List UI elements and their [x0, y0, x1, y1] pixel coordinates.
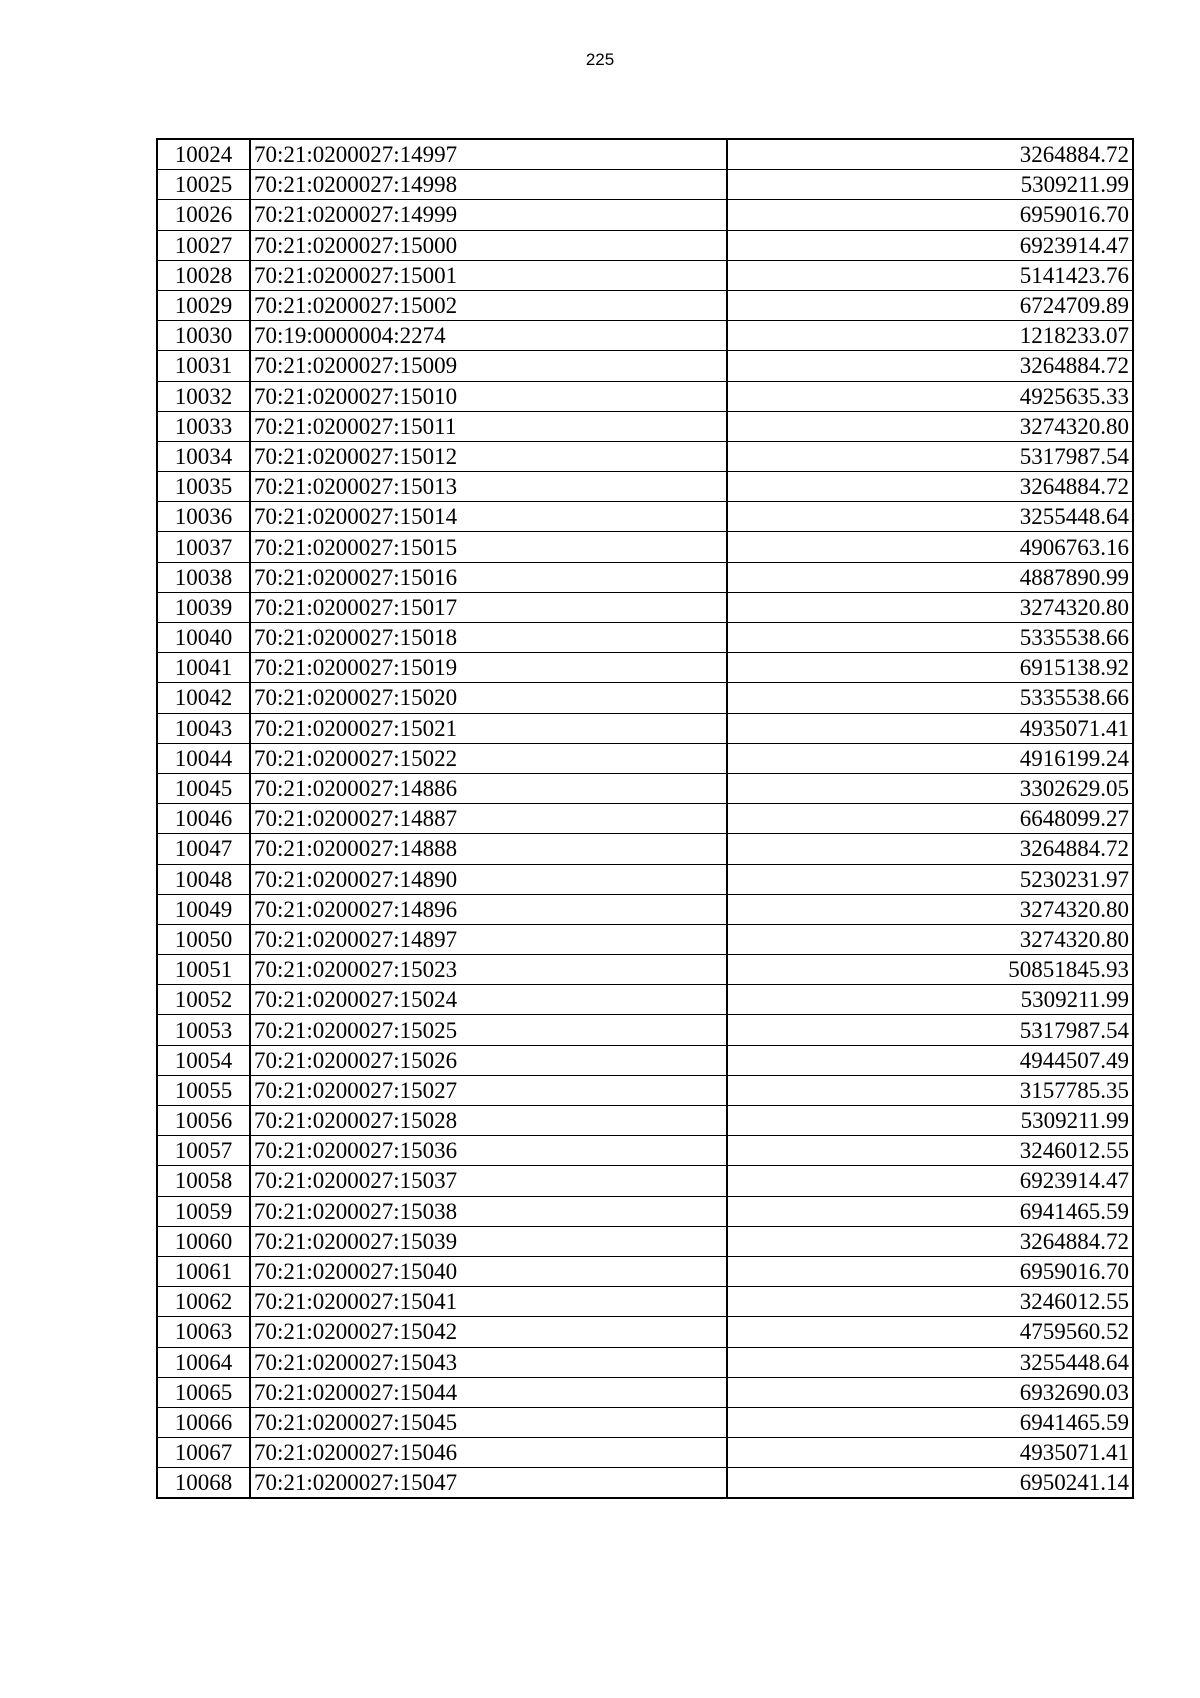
- row-number-cell: 10042: [157, 683, 250, 713]
- table-row: [157, 985, 1133, 1015]
- cadastral-number-cell: 70:21:0200027:15026: [250, 1045, 727, 1075]
- row-number-cell: 10043: [157, 713, 250, 743]
- cadastral-number-cell: 70:21:0200027:15001: [250, 260, 727, 290]
- row-number-cell: 10053: [157, 1015, 250, 1045]
- cadastral-value-table: [156, 138, 1134, 1499]
- value-cell: 3274320.80: [727, 592, 1133, 622]
- row-number-cell: 10066: [157, 1407, 250, 1437]
- cadastral-number-cell: 70:21:0200027:15021: [250, 713, 727, 743]
- table-row: [157, 472, 1133, 502]
- row-number-cell: 10038: [157, 562, 250, 592]
- value-cell: 3274320.80: [727, 924, 1133, 954]
- cadastral-number-cell: 70:21:0200027:15025: [250, 1015, 727, 1045]
- row-number-cell: 10035: [157, 472, 250, 502]
- row-number-cell: 10028: [157, 260, 250, 290]
- cadastral-number-cell: 70:21:0200027:15037: [250, 1166, 727, 1196]
- value-cell: 4935071.41: [727, 1438, 1133, 1468]
- value-cell: 3157785.35: [727, 1075, 1133, 1105]
- table-row: [157, 381, 1133, 411]
- cadastral-number-cell: 70:21:0200027:15020: [250, 683, 727, 713]
- table-row: [157, 653, 1133, 683]
- value-cell: 50851845.93: [727, 955, 1133, 985]
- table-row: [157, 1438, 1133, 1468]
- table-row: [157, 1196, 1133, 1226]
- cadastral-number-cell: 70:21:0200027:14998: [250, 170, 727, 200]
- value-cell: 6915138.92: [727, 653, 1133, 683]
- cadastral-number-cell: 70:21:0200027:14890: [250, 864, 727, 894]
- table-row: [157, 1317, 1133, 1347]
- cadastral-number-cell: 70:21:0200027:14999: [250, 200, 727, 230]
- table-row: [157, 1407, 1133, 1437]
- page-number: 225: [585, 50, 615, 69]
- table-row: [157, 200, 1133, 230]
- value-cell: 5230231.97: [727, 864, 1133, 894]
- value-cell: 6923914.47: [727, 230, 1133, 260]
- table-body: [157, 139, 1133, 1498]
- value-cell: 3302629.05: [727, 773, 1133, 803]
- cadastral-number-cell: 70:19:0000004:2274: [250, 321, 727, 351]
- row-number-cell: 10047: [157, 834, 250, 864]
- cadastral-number-cell: 70:21:0200027:15027: [250, 1075, 727, 1105]
- cadastral-number-cell: 70:21:0200027:15043: [250, 1347, 727, 1377]
- table-row: [157, 864, 1133, 894]
- cadastral-number-cell: 70:21:0200027:15019: [250, 653, 727, 683]
- cadastral-number-cell: 70:21:0200027:15013: [250, 472, 727, 502]
- value-cell: 6648099.27: [727, 804, 1133, 834]
- table-row: [157, 1166, 1133, 1196]
- value-cell: 5309211.99: [727, 170, 1133, 200]
- cadastral-number-cell: 70:21:0200027:15044: [250, 1377, 727, 1407]
- table-row: [157, 1347, 1133, 1377]
- row-number-cell: 10061: [157, 1256, 250, 1286]
- cadastral-number-cell: 70:21:0200027:15000: [250, 230, 727, 260]
- table-row: [157, 1226, 1133, 1256]
- value-cell: 3246012.55: [727, 1287, 1133, 1317]
- value-cell: 5335538.66: [727, 623, 1133, 653]
- value-cell: 6950241.14: [727, 1468, 1133, 1499]
- row-number-cell: 10041: [157, 653, 250, 683]
- value-cell: 6923914.47: [727, 1166, 1133, 1196]
- value-cell: 1218233.07: [727, 321, 1133, 351]
- value-cell: 5317987.54: [727, 1015, 1133, 1045]
- cadastral-number-cell: 70:21:0200027:15018: [250, 623, 727, 653]
- row-number-cell: 10065: [157, 1377, 250, 1407]
- table-row: [157, 260, 1133, 290]
- row-number-cell: 10025: [157, 170, 250, 200]
- cadastral-number-cell: 70:21:0200027:15047: [250, 1468, 727, 1499]
- row-number-cell: 10054: [157, 1045, 250, 1075]
- cadastral-number-cell: 70:21:0200027:15028: [250, 1106, 727, 1136]
- row-number-cell: 10048: [157, 864, 250, 894]
- value-cell: 6959016.70: [727, 1256, 1133, 1286]
- value-cell: 3264884.72: [727, 139, 1133, 170]
- cadastral-number-cell: 70:21:0200027:15002: [250, 290, 727, 320]
- cadastral-number-cell: 70:21:0200027:15009: [250, 351, 727, 381]
- value-cell: 4925635.33: [727, 381, 1133, 411]
- cadastral-number-cell: 70:21:0200027:14888: [250, 834, 727, 864]
- cadastral-number-cell: 70:21:0200027:15012: [250, 441, 727, 471]
- value-cell: 6941465.59: [727, 1196, 1133, 1226]
- cadastral-number-cell: 70:21:0200027:14887: [250, 804, 727, 834]
- table-row: [157, 592, 1133, 622]
- cadastral-number-cell: 70:21:0200027:14897: [250, 924, 727, 954]
- table-row: [157, 683, 1133, 713]
- row-number-cell: 10058: [157, 1166, 250, 1196]
- table-row: [157, 441, 1133, 471]
- value-cell: 3264884.72: [727, 834, 1133, 864]
- value-cell: 3274320.80: [727, 894, 1133, 924]
- cadastral-number-cell: 70:21:0200027:15046: [250, 1438, 727, 1468]
- cadastral-number-cell: 70:21:0200027:15042: [250, 1317, 727, 1347]
- value-cell: 3255448.64: [727, 502, 1133, 532]
- row-number-cell: 10056: [157, 1106, 250, 1136]
- cadastral-number-cell: 70:21:0200027:15011: [250, 411, 727, 441]
- table-row: [157, 562, 1133, 592]
- value-cell: 3255448.64: [727, 1347, 1133, 1377]
- table-row: [157, 351, 1133, 381]
- row-number-cell: 10060: [157, 1226, 250, 1256]
- cadastral-number-cell: 70:21:0200027:15024: [250, 985, 727, 1015]
- value-cell: 4944507.49: [727, 1045, 1133, 1075]
- row-number-cell: 10068: [157, 1468, 250, 1499]
- value-cell: 3274320.80: [727, 411, 1133, 441]
- table-row: [157, 894, 1133, 924]
- table-row: [157, 321, 1133, 351]
- row-number-cell: 10033: [157, 411, 250, 441]
- table-row: [157, 955, 1133, 985]
- row-number-cell: 10029: [157, 290, 250, 320]
- cadastral-number-cell: 70:21:0200027:14886: [250, 773, 727, 803]
- value-cell: 6959016.70: [727, 200, 1133, 230]
- row-number-cell: 10032: [157, 381, 250, 411]
- row-number-cell: 10049: [157, 894, 250, 924]
- value-cell: 5335538.66: [727, 683, 1133, 713]
- cadastral-number-cell: 70:21:0200027:15045: [250, 1407, 727, 1437]
- row-number-cell: 10055: [157, 1075, 250, 1105]
- value-cell: 4759560.52: [727, 1317, 1133, 1347]
- row-number-cell: 10039: [157, 592, 250, 622]
- row-number-cell: 10062: [157, 1287, 250, 1317]
- row-number-cell: 10040: [157, 623, 250, 653]
- row-number-cell: 10034: [157, 441, 250, 471]
- value-cell: 5141423.76: [727, 260, 1133, 290]
- cadastral-number-cell: 70:21:0200027:15017: [250, 592, 727, 622]
- value-cell: 5309211.99: [727, 985, 1133, 1015]
- row-number-cell: 10051: [157, 955, 250, 985]
- value-cell: 3246012.55: [727, 1136, 1133, 1166]
- table-row: [157, 1045, 1133, 1075]
- cadastral-number-cell: 70:21:0200027:15040: [250, 1256, 727, 1286]
- row-number-cell: 10044: [157, 743, 250, 773]
- value-cell: 5309211.99: [727, 1106, 1133, 1136]
- table-row: [157, 230, 1133, 260]
- value-cell: 6724709.89: [727, 290, 1133, 320]
- table-row: [157, 773, 1133, 803]
- table-row: [157, 411, 1133, 441]
- table-row: [157, 1287, 1133, 1317]
- cadastral-number-cell: 70:21:0200027:15023: [250, 955, 727, 985]
- cadastral-number-cell: 70:21:0200027:15014: [250, 502, 727, 532]
- row-number-cell: 10027: [157, 230, 250, 260]
- row-number-cell: 10052: [157, 985, 250, 1015]
- row-number-cell: 10024: [157, 139, 250, 170]
- row-number-cell: 10050: [157, 924, 250, 954]
- table-row: [157, 1468, 1133, 1499]
- cadastral-number-cell: 70:21:0200027:14896: [250, 894, 727, 924]
- cadastral-number-cell: 70:21:0200027:15015: [250, 532, 727, 562]
- table-row: [157, 1015, 1133, 1045]
- row-number-cell: 10036: [157, 502, 250, 532]
- table-row: [157, 743, 1133, 773]
- value-cell: 6941465.59: [727, 1407, 1133, 1437]
- table-row: [157, 1256, 1133, 1286]
- row-number-cell: 10026: [157, 200, 250, 230]
- value-cell: 3264884.72: [727, 1226, 1133, 1256]
- row-number-cell: 10045: [157, 773, 250, 803]
- value-cell: 6932690.03: [727, 1377, 1133, 1407]
- cadastral-number-cell: 70:21:0200027:15039: [250, 1226, 727, 1256]
- table-row: [157, 834, 1133, 864]
- table-row: [157, 170, 1133, 200]
- table-row: [157, 1377, 1133, 1407]
- cadastral-number-cell: 70:21:0200027:15022: [250, 743, 727, 773]
- table-row: [157, 290, 1133, 320]
- table-row: [157, 532, 1133, 562]
- cadastral-number-cell: 70:21:0200027:15038: [250, 1196, 727, 1226]
- table-row: [157, 1075, 1133, 1105]
- row-number-cell: 10059: [157, 1196, 250, 1226]
- value-cell: 4906763.16: [727, 532, 1133, 562]
- table-row: [157, 1136, 1133, 1166]
- row-number-cell: 10067: [157, 1438, 250, 1468]
- row-number-cell: 10046: [157, 804, 250, 834]
- value-cell: 5317987.54: [727, 441, 1133, 471]
- row-number-cell: 10063: [157, 1317, 250, 1347]
- row-number-cell: 10031: [157, 351, 250, 381]
- row-number-cell: 10057: [157, 1136, 250, 1166]
- value-cell: 4887890.99: [727, 562, 1133, 592]
- value-cell: 4916199.24: [727, 743, 1133, 773]
- cadastral-number-cell: 70:21:0200027:14997: [250, 139, 727, 170]
- value-cell: 4935071.41: [727, 713, 1133, 743]
- cadastral-number-cell: 70:21:0200027:15036: [250, 1136, 727, 1166]
- cadastral-number-cell: 70:21:0200027:15010: [250, 381, 727, 411]
- value-cell: 3264884.72: [727, 351, 1133, 381]
- table-row: [157, 623, 1133, 653]
- table-row: [157, 924, 1133, 954]
- cadastral-number-cell: 70:21:0200027:15016: [250, 562, 727, 592]
- table-row: [157, 804, 1133, 834]
- table-row: [157, 502, 1133, 532]
- row-number-cell: 10037: [157, 532, 250, 562]
- row-number-cell: 10030: [157, 321, 250, 351]
- cadastral-number-cell: 70:21:0200027:15041: [250, 1287, 727, 1317]
- table-row: [157, 713, 1133, 743]
- table-row: [157, 139, 1133, 170]
- value-cell: 3264884.72: [727, 472, 1133, 502]
- table-row: [157, 1106, 1133, 1136]
- row-number-cell: 10064: [157, 1347, 250, 1377]
